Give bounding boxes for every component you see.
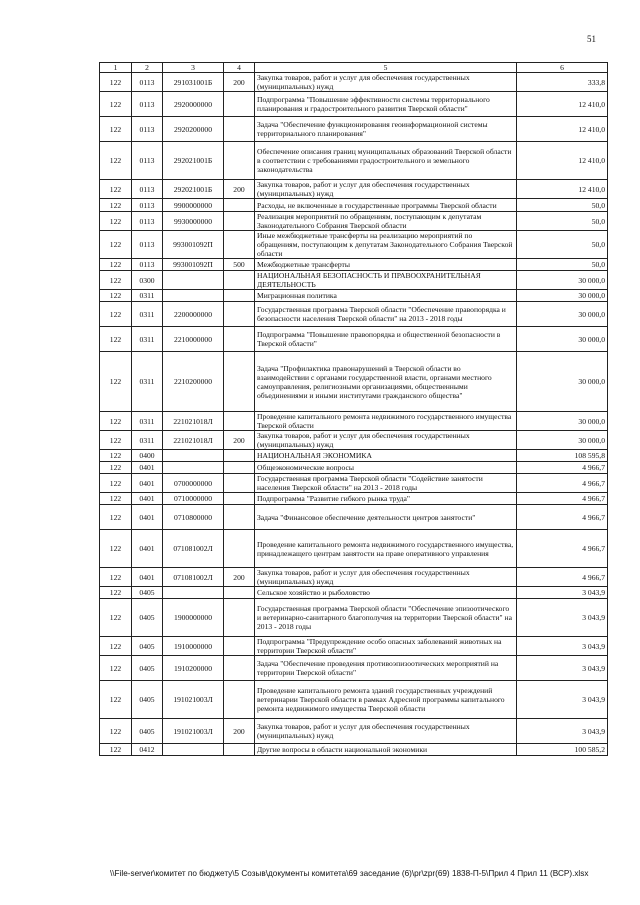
- table-cell: 221021018Л: [163, 431, 224, 450]
- table-cell: 200: [224, 431, 255, 450]
- table-cell: 122: [100, 327, 132, 352]
- table-cell: 0113: [132, 180, 163, 199]
- table-cell: 0405: [132, 681, 163, 719]
- table-cell: 0113: [132, 92, 163, 117]
- table-cell: [224, 290, 255, 302]
- table-row: [100, 199, 608, 212]
- table-cell: 221021018Л: [163, 412, 224, 431]
- table-body: [100, 73, 608, 756]
- table-cell: [224, 212, 255, 231]
- table-cell: 50,0: [517, 231, 608, 259]
- table-cell: 122: [100, 637, 132, 656]
- table-cell: 0113: [132, 73, 163, 92]
- table-cell: 122: [100, 744, 132, 756]
- table-cell: Закупка товаров, работ и услуг для обеспечения государственных (муниципальных) нужд: [255, 73, 517, 92]
- table-cell: Задача "Обеспечение функционирования геоинформационной системы территориального планирования": [255, 117, 517, 142]
- table-cell: [224, 92, 255, 117]
- table-row: [100, 568, 608, 587]
- table-cell: 12 410,0: [517, 180, 608, 199]
- table-cell: 122: [100, 412, 132, 431]
- table-cell: [224, 474, 255, 493]
- table-cell: Задача "Профилактика правонарушений в Тверской области во взаимодействии с органами государственной власти, органами местного самоуправления, религиозными организациями, общественными объединениями и иными институтами гражданского общества": [255, 352, 517, 412]
- table-cell: 108 595,8: [517, 450, 608, 462]
- table-cell: 122: [100, 587, 132, 599]
- table-cell: [224, 493, 255, 505]
- table-cell: 30 000,0: [517, 431, 608, 450]
- table-cell: 291031001Б: [163, 73, 224, 92]
- table-cell: 191021003Л: [163, 719, 224, 744]
- table-cell: 122: [100, 199, 132, 212]
- table-cell: 2920000000: [163, 92, 224, 117]
- table-cell: 2200000000: [163, 302, 224, 327]
- table-row: [100, 290, 608, 302]
- table-cell: 50,0: [517, 259, 608, 271]
- table-row: [100, 719, 608, 744]
- table-cell: [163, 290, 224, 302]
- table-row: [100, 142, 608, 180]
- table-cell: 200: [224, 180, 255, 199]
- table-cell: 122: [100, 599, 132, 637]
- table-cell: Расходы, не включенные в государственные программы Тверской области: [255, 199, 517, 212]
- table-cell: 122: [100, 656, 132, 681]
- column-header: 3: [163, 63, 224, 73]
- table-cell: [224, 199, 255, 212]
- table-cell: [224, 656, 255, 681]
- table-row: [100, 530, 608, 568]
- table-cell: Подпрограмма "Предупреждение особо опасных заболеваний животных на территории Тверской области": [255, 637, 517, 656]
- table-cell: 30 000,0: [517, 412, 608, 431]
- table-cell: 3 043,9: [517, 599, 608, 637]
- table-row: [100, 117, 608, 142]
- table-cell: 0311: [132, 412, 163, 431]
- table-cell: 3 043,9: [517, 637, 608, 656]
- table-cell: Закупка товаров, работ и услуг для обеспечения государственных (муниципальных) нужд: [255, 568, 517, 587]
- table-cell: 333,8: [517, 73, 608, 92]
- column-header: 6: [517, 63, 608, 73]
- table-cell: 071081002Л: [163, 568, 224, 587]
- table-cell: 500: [224, 259, 255, 271]
- table-cell: 0113: [132, 117, 163, 142]
- column-header: 2: [132, 63, 163, 73]
- table-cell: [224, 271, 255, 290]
- table-cell: 122: [100, 474, 132, 493]
- table-row: [100, 744, 608, 756]
- table-cell: 100 585,2: [517, 744, 608, 756]
- table-cell: 3 043,9: [517, 681, 608, 719]
- table-cell: [224, 505, 255, 530]
- table-cell: 0401: [132, 493, 163, 505]
- table-row: [100, 302, 608, 327]
- table-cell: 3 043,9: [517, 587, 608, 599]
- table-cell: 122: [100, 212, 132, 231]
- table-row: [100, 180, 608, 199]
- table-row: [100, 474, 608, 493]
- table-cell: 30 000,0: [517, 327, 608, 352]
- table-cell: [224, 450, 255, 462]
- table-cell: 122: [100, 568, 132, 587]
- table-cell: Другие вопросы в области национальной экономики: [255, 744, 517, 756]
- table-cell: 30 000,0: [517, 290, 608, 302]
- table-cell: 0113: [132, 212, 163, 231]
- table-cell: Миграционная политика: [255, 290, 517, 302]
- table-header-row: [100, 63, 608, 73]
- table-cell: 0710800000: [163, 505, 224, 530]
- table-cell: 4 966,7: [517, 530, 608, 568]
- table-cell: 0401: [132, 530, 163, 568]
- table-cell: [224, 744, 255, 756]
- table-cell: [224, 530, 255, 568]
- table-cell: 9930000000: [163, 212, 224, 231]
- table-cell: 0113: [132, 142, 163, 180]
- table-cell: 2920200000: [163, 117, 224, 142]
- table-cell: 0405: [132, 587, 163, 599]
- table-cell: 122: [100, 290, 132, 302]
- table-row: [100, 505, 608, 530]
- table-cell: [224, 599, 255, 637]
- table-cell: 4 966,7: [517, 568, 608, 587]
- table-cell: 122: [100, 180, 132, 199]
- table-cell: Задача "Финансовое обеспечение деятельности центров занятости": [255, 505, 517, 530]
- table-cell: 122: [100, 530, 132, 568]
- table-cell: 30 000,0: [517, 271, 608, 290]
- table-cell: Государственная программа Тверской области "Содействие занятости населения Тверской области" на 2013 - 2018 годы: [255, 474, 517, 493]
- table-cell: 122: [100, 493, 132, 505]
- table-cell: 1910200000: [163, 656, 224, 681]
- table-cell: [224, 142, 255, 180]
- table-row: [100, 92, 608, 117]
- table-cell: [224, 637, 255, 656]
- table-row: [100, 681, 608, 719]
- table-cell: 122: [100, 142, 132, 180]
- table-cell: [224, 462, 255, 474]
- table-row: [100, 412, 608, 431]
- table-cell: 0401: [132, 505, 163, 530]
- table-cell: 122: [100, 462, 132, 474]
- table-cell: 122: [100, 231, 132, 259]
- table-cell: [224, 412, 255, 431]
- table-cell: 122: [100, 450, 132, 462]
- table-cell: 4 966,7: [517, 493, 608, 505]
- table-cell: 122: [100, 719, 132, 744]
- table-cell: 122: [100, 271, 132, 290]
- table-cell: 122: [100, 259, 132, 271]
- table-cell: [163, 587, 224, 599]
- page-number: 51: [587, 34, 596, 44]
- table-cell: НАЦИОНАЛЬНАЯ БЕЗОПАСНОСТЬ И ПРАВООХРАНИТЕЛЬНАЯ ДЕЯТЕЛЬНОСТЬ: [255, 271, 517, 290]
- table-cell: Подпрограмма "Повышение правопорядка и общественной безопасности в Тверской области": [255, 327, 517, 352]
- table-cell: 1910000000: [163, 637, 224, 656]
- table-cell: Общеэкономические вопросы: [255, 462, 517, 474]
- table-cell: Закупка товаров, работ и услуг для обеспечения государственных (муниципальных) нужд: [255, 431, 517, 450]
- table-cell: 0113: [132, 199, 163, 212]
- table-cell: Проведение капитального ремонта зданий государственных учреждений ветеринарии Тверской области в рамках Адресной программы капитального ремонта недвижимого имущества Тверской области: [255, 681, 517, 719]
- table-cell: 12 410,0: [517, 117, 608, 142]
- table-cell: 122: [100, 505, 132, 530]
- table-cell: 3 043,9: [517, 656, 608, 681]
- table-cell: 0311: [132, 302, 163, 327]
- table-cell: 191021003Л: [163, 681, 224, 719]
- table-cell: Подпрограмма "Развитие гибкого рынка труда": [255, 493, 517, 505]
- table-cell: 122: [100, 431, 132, 450]
- table-cell: 0401: [132, 568, 163, 587]
- table-cell: 122: [100, 92, 132, 117]
- table-row: [100, 327, 608, 352]
- table-cell: 0113: [132, 231, 163, 259]
- table-cell: [163, 450, 224, 462]
- table-cell: Подпрограмма "Повышение эффективности системы территориального планирования и градостроительного развития Тверской области": [255, 92, 517, 117]
- table-cell: 2210000000: [163, 327, 224, 352]
- table-cell: 0405: [132, 719, 163, 744]
- table-cell: [224, 352, 255, 412]
- table-cell: 4 966,7: [517, 462, 608, 474]
- table-cell: 122: [100, 117, 132, 142]
- table-cell: 4 966,7: [517, 505, 608, 530]
- table-row: [100, 450, 608, 462]
- table-cell: 50,0: [517, 199, 608, 212]
- table-cell: [224, 587, 255, 599]
- table-row: [100, 352, 608, 412]
- table-cell: 0405: [132, 599, 163, 637]
- table-cell: 0405: [132, 637, 163, 656]
- column-header: 5: [255, 63, 517, 73]
- table-cell: Реализация мероприятий по обращениям, поступающим к депутатам Законодательного Собрания Тверской области: [255, 212, 517, 231]
- table-cell: Межбюджетные трансферты: [255, 259, 517, 271]
- table-cell: 0405: [132, 656, 163, 681]
- budget-table: [99, 62, 608, 756]
- table-cell: [224, 327, 255, 352]
- table-row: [100, 462, 608, 474]
- table-cell: 122: [100, 302, 132, 327]
- table-cell: 0401: [132, 462, 163, 474]
- table-cell: [224, 231, 255, 259]
- table-cell: 292021001Б: [163, 142, 224, 180]
- table-row: [100, 587, 608, 599]
- table-cell: 0401: [132, 474, 163, 493]
- table-cell: 292021001Б: [163, 180, 224, 199]
- table-cell: 0311: [132, 290, 163, 302]
- table-cell: Государственная программа Тверской области "Обеспечение эпизоотического и ветеринарно-санитарного благополучия на территории Тверской области" на 2013 - 2018 годы: [255, 599, 517, 637]
- table-cell: Проведение капитального ремонта недвижимого государственного имущества, принадлежащего центрам занятости на праве оперативного управления: [255, 530, 517, 568]
- table-cell: 12 410,0: [517, 142, 608, 180]
- table-cell: Иные межбюджетные трансферты на реализацию мероприятий по обращениям, поступающим к депутатам Законодательного Собрания Тверской области: [255, 231, 517, 259]
- table-cell: [163, 271, 224, 290]
- table-cell: 3 043,9: [517, 719, 608, 744]
- table-cell: Государственная программа Тверской области "Обеспечение правопорядка и безопасности населения Тверской области" на 2013 - 2018 годы: [255, 302, 517, 327]
- table-cell: 0113: [132, 259, 163, 271]
- table-cell: 200: [224, 73, 255, 92]
- table-cell: 1900000000: [163, 599, 224, 637]
- table-cell: 0311: [132, 327, 163, 352]
- table-row: [100, 656, 608, 681]
- table-cell: [163, 744, 224, 756]
- table-cell: 0400: [132, 450, 163, 462]
- table-cell: Задача "Обеспечение проведения противоэпизоотических мероприятий на территории Тверской области": [255, 656, 517, 681]
- table-cell: [163, 462, 224, 474]
- table-cell: 122: [100, 352, 132, 412]
- table-row: [100, 259, 608, 271]
- table-row: [100, 212, 608, 231]
- table-cell: 0300: [132, 271, 163, 290]
- table-cell: 0311: [132, 431, 163, 450]
- table-cell: 30 000,0: [517, 352, 608, 412]
- column-header: 4: [224, 63, 255, 73]
- table-row: [100, 493, 608, 505]
- table-cell: [224, 681, 255, 719]
- table-cell: Закупка товаров, работ и услуг для обеспечения государственных (муниципальных) нужд: [255, 719, 517, 744]
- table-cell: 4 966,7: [517, 474, 608, 493]
- table-cell: 122: [100, 73, 132, 92]
- table-cell: 993001092П: [163, 259, 224, 271]
- table-cell: 200: [224, 568, 255, 587]
- table-row: [100, 271, 608, 290]
- table-row: [100, 431, 608, 450]
- table-row: [100, 637, 608, 656]
- table-cell: 9900000000: [163, 199, 224, 212]
- table-cell: 0412: [132, 744, 163, 756]
- column-header: 1: [100, 63, 132, 73]
- table-cell: 0710000000: [163, 493, 224, 505]
- table-cell: 122: [100, 681, 132, 719]
- table-cell: НАЦИОНАЛЬНАЯ ЭКОНОМИКА: [255, 450, 517, 462]
- table-cell: 50,0: [517, 212, 608, 231]
- footer-file-path: \\File-server\комитет по бюджету\5 Созыв\документы комитета\69 заседание (6)\pr\zpr(69) 1838-П-5\Прил 4 Прил 11 (ВСР).xlsx: [110, 869, 589, 878]
- table-cell: 200: [224, 719, 255, 744]
- table-cell: 0700000000: [163, 474, 224, 493]
- table-row: [100, 231, 608, 259]
- table-cell: [224, 302, 255, 327]
- table-cell: 993001092П: [163, 231, 224, 259]
- table-cell: 2210200000: [163, 352, 224, 412]
- table-cell: Проведение капитального ремонта недвижимого государственного имущества Тверской области: [255, 412, 517, 431]
- table-row: [100, 73, 608, 92]
- table-cell: 0311: [132, 352, 163, 412]
- table-cell: [224, 117, 255, 142]
- table-cell: 12 410,0: [517, 92, 608, 117]
- table-cell: 071081002Л: [163, 530, 224, 568]
- table-cell: Обеспечение описания границ муниципальных образований Тверской области в соответствии с требованиями градостроительного и земельного законодательства: [255, 142, 517, 180]
- table-cell: 30 000,0: [517, 302, 608, 327]
- table-cell: Закупка товаров, работ и услуг для обеспечения государственных (муниципальных) нужд: [255, 180, 517, 199]
- table-row: [100, 599, 608, 637]
- table-cell: Сельское хозяйство и рыболовство: [255, 587, 517, 599]
